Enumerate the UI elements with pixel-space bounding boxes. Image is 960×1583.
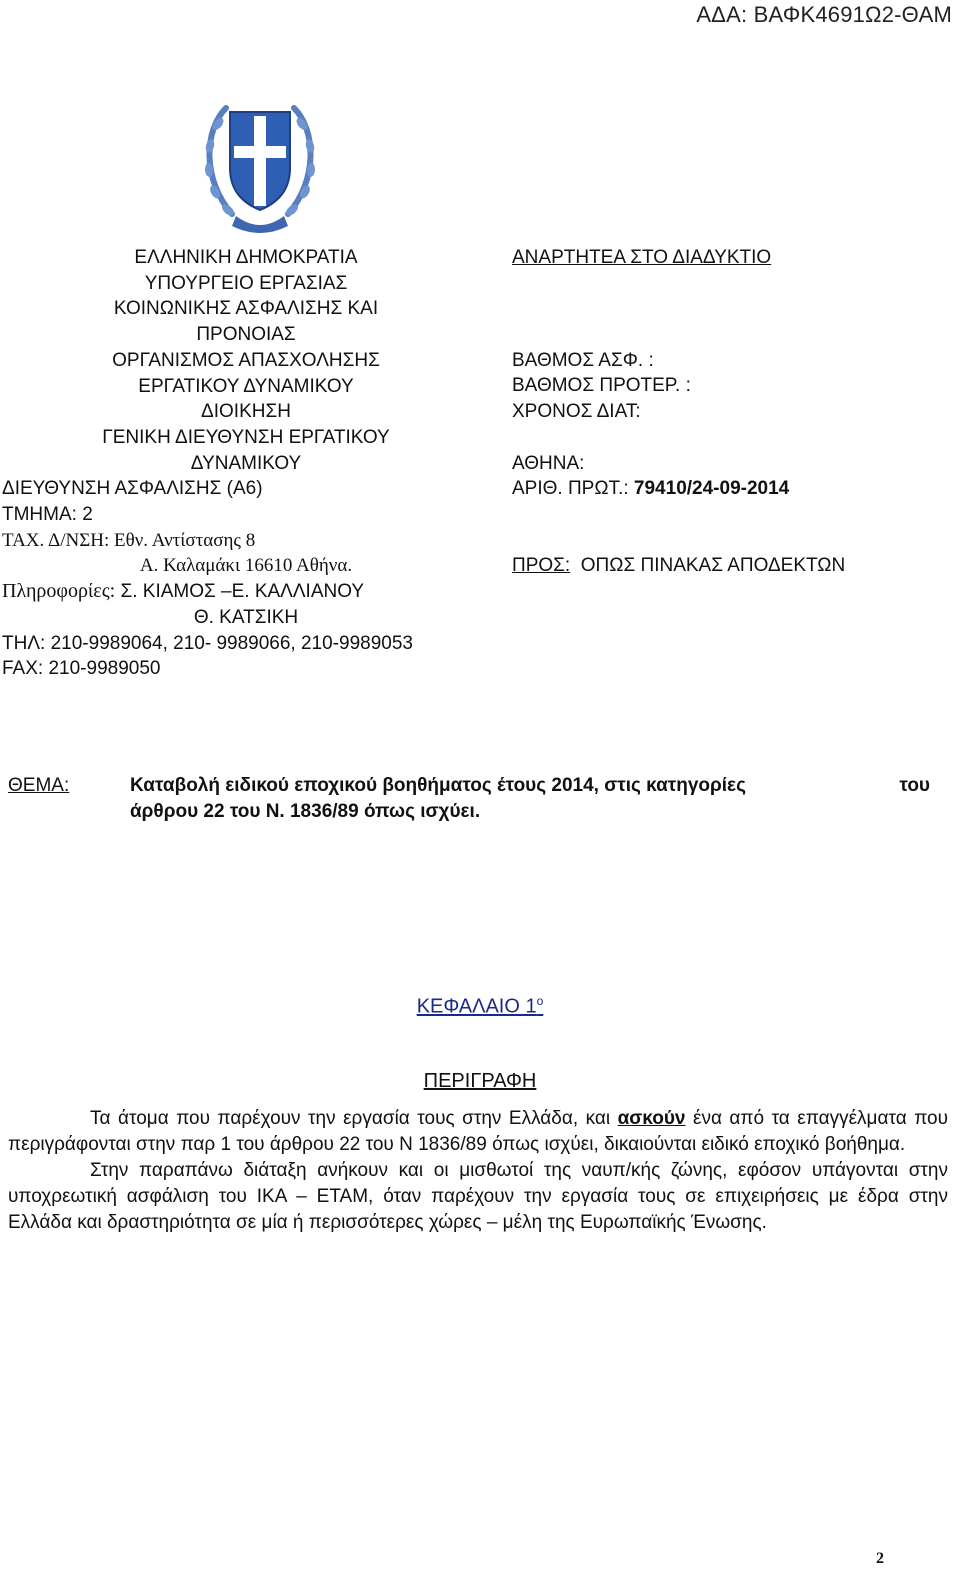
sender-line: ΠΡΟΝΟΙΑΣ — [196, 324, 296, 346]
section-heading: ΠΕΡΙΓΡΑΦΗ — [423, 1070, 537, 1092]
sender-line: ΕΡΓΑΤΙΚΟΥ ΔΥΝΑΜΙΚΟΥ — [138, 375, 354, 397]
info-names: Σ. ΚΙΑΜΟΣ –Ε. ΚΑΛΛΙΑΝΟΥ — [120, 581, 365, 603]
subject-text — [130, 773, 930, 824]
recipient — [512, 553, 957, 579]
body-text — [8, 1106, 948, 1236]
paragraph-text: ένα από τα επαγγέλματα που περιγράφονται στην παρ 1 του άρθρου 22 του Ν 1836/89 όπως ισχύει, δικαιούνται ειδικό εποχικό βοήθημα. — [8, 1108, 948, 1155]
info-label: Πληροφορίες: — [2, 580, 116, 603]
sender-line: ΚΟΙΝΩΝΙΚΗΣ ΑΣΦΑΛΙΣΗΣ ΚΑΙ — [113, 298, 379, 320]
protocol-number — [512, 476, 957, 502]
fax-label: FAX: — [2, 658, 44, 680]
ada-identifier: ΑΔΑ: ΒΑΦΚ4691Ω2-ΘΑΜ — [696, 2, 952, 27]
chapter-ordinal: ο — [536, 994, 544, 1008]
subject-line-1: Καταβολή ειδικού εποχικού βοηθήματος έτους 2014, στις κατηγορίες — [130, 775, 746, 796]
subject-line-2: άρθρου 22 του Ν. 1836/89 όπως ισχύει. — [130, 800, 481, 822]
sender-line: ΥΠΟΥΡΓΕΙΟ ΕΡΓΑΣΙΑΣ — [144, 272, 348, 294]
security-degree: ΒΑΘΜΟΣ ΑΣΦ. : — [512, 349, 654, 371]
info-contacts — [0, 579, 492, 605]
city-address: Α. Καλαμάκι 16610 Αθήνα. — [139, 555, 353, 577]
recipient-value: ΟΠΩΣ ΠΙΝΑΚΑΣ ΑΠΟΔΕΚΤΩΝ — [580, 554, 846, 576]
info-names-continued: Θ. ΚΑΤΣΙΚΗ — [193, 606, 299, 628]
emphasized-word: ασκούν — [617, 1108, 686, 1129]
sender-line: ΔΥΝΑΜΙΚΟΥ — [190, 452, 302, 474]
directorate: ΔΙΕΥΘΥΝΣΗ ΑΣΦΑΛΙΣΗΣ (Α6) — [2, 478, 263, 500]
postal-address: ΤΑΧ. Δ/ΝΣΗ: Εθν. Αντίστασης 8 — [2, 529, 256, 551]
protocol-value: 79410/24-09-2014 — [633, 478, 790, 500]
sender-line: ΔΙΟΙΚΗΣΗ — [201, 401, 291, 423]
chapter-heading — [0, 994, 960, 1019]
document-meta — [512, 245, 957, 579]
priority-degree: ΒΑΘΜΟΣ ΠΡΟΤΕΡ. : — [512, 375, 691, 397]
subject-line-1-end: του — [899, 775, 930, 796]
phone-line — [0, 631, 492, 657]
sender-block — [0, 245, 492, 682]
subject-label: ΘΕΜΑ: — [8, 775, 70, 796]
page-number: 2 — [876, 1550, 884, 1567]
phone-numbers: 210-9989064, 210- 9989066, 210-9989053 — [50, 632, 413, 654]
sender-line: ΟΡΓΑΝΙΣΜΟΣ ΑΠΑΣΧΟΛΗΣΗΣ — [112, 349, 380, 371]
chapter-title: ΚΕΦΑΛΑΙΟ 1 — [416, 995, 537, 1018]
protocol-label: ΑΡΙΘ. ΠΡΩΤ.: — [512, 478, 629, 500]
fax-line — [0, 656, 492, 682]
sender-line: ΕΛΛΗΝΙΚΗ ΔΗΜΟΚΡΑΤΙΑ — [134, 247, 358, 268]
post-online-note: ΑΝΑΡΤΗΤΕΑ ΣΤΟ ΔΙΑΔΥΚΤΙΟ — [512, 247, 772, 268]
recipient-label: ΠΡΟΣ: — [512, 554, 571, 576]
sender-line: ΓΕΝΙΚΗ ΔΙΕΥΘΥΝΣΗ ΕΡΓΑΤΙΚΟΥ — [102, 426, 390, 448]
greek-emblem-icon — [196, 90, 324, 238]
fax-number: 210-9989050 — [48, 658, 161, 680]
paragraph — [8, 1106, 948, 1158]
paragraph-text: Τα άτομα που παρέχουν την εργασία τους στην Ελλάδα, και — [90, 1108, 611, 1129]
phone-label: ΤΗΛ: — [2, 632, 46, 654]
department: ΤΜΗΜΑ: 2 — [2, 504, 93, 526]
city-date: ΑΘΗΝΑ: — [512, 452, 585, 474]
retention-time: ΧΡΟΝΟΣ ΔΙΑΤ: — [512, 401, 641, 423]
paragraph: Στην παραπάνω διάταξη ανήκουν και οι μισθωτοί της ναυπ/κής ζώνης, εφόσον υπάγονται στην υποχρεωτική ασφάλιση του ΙΚΑ – ΕΤΑΜ, όταν παρέχουν την εργασία τους σε επιχειρήσεις με έδρα στην Ελλάδα και δραστηριότητα σε μία ή περισσότερες χώρες – μέλη της Ευρωπαϊκής Ένωσης. — [8, 1160, 948, 1233]
